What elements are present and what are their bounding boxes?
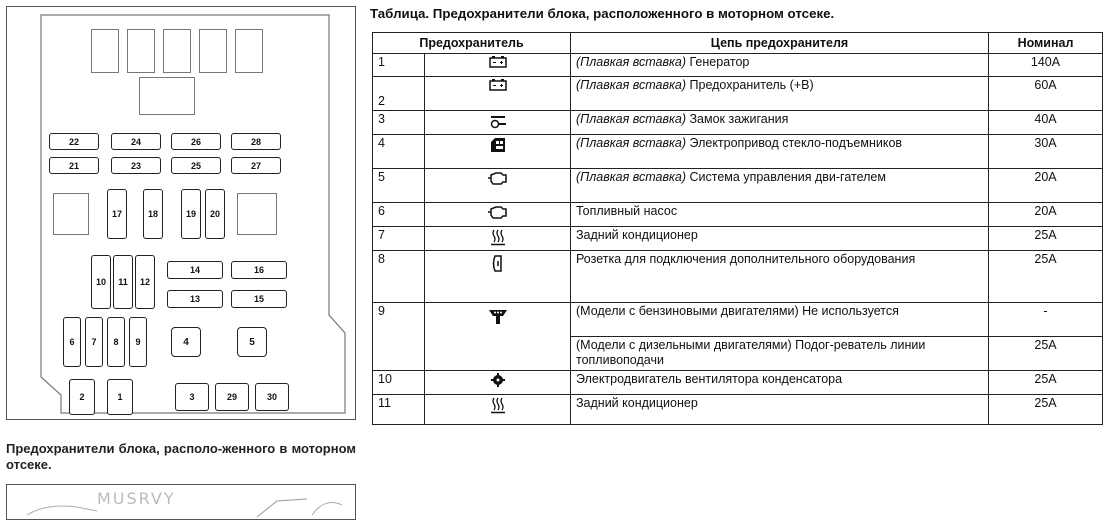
fuse-25: 25 — [171, 157, 221, 174]
photo-sketch — [7, 485, 356, 520]
power-window-icon — [430, 136, 565, 154]
fuse-16: 16 — [231, 261, 287, 279]
circuit-text: Электропривод стекло-подъемников — [686, 136, 903, 150]
header-circuit: Цепь предохранителя — [571, 33, 989, 54]
fuse-18: 18 — [143, 189, 163, 239]
circuit-text: Система управления дви-гателем — [686, 170, 886, 184]
fuse-24: 24 — [111, 133, 161, 150]
fuse-22: 22 — [49, 133, 99, 150]
rating-cell: 140A — [989, 54, 1103, 77]
rating-cell: 40A — [989, 111, 1103, 135]
fuse-number: 5 — [373, 169, 425, 203]
table-row — [373, 54, 1103, 77]
relay-slot — [127, 29, 155, 73]
circuit-cell — [571, 395, 989, 425]
circuit-cell — [571, 337, 989, 371]
relay-slot — [91, 29, 119, 73]
fuse-number: 7 — [373, 227, 425, 251]
fusible-link-prefix: (Плавкая вставка) — [576, 78, 687, 92]
relay-slot — [139, 77, 195, 115]
circuit-text: (Модели с дизельными двигателями) Подог-реватель линии топливоподачи — [576, 338, 926, 367]
accessory-socket-icon — [430, 252, 565, 274]
symbol-cell — [425, 77, 571, 111]
rating-cell: 25A — [989, 251, 1103, 303]
fuse-2: 2 — [69, 379, 95, 415]
table-row — [373, 303, 1103, 337]
fuse-5: 5 — [237, 327, 267, 357]
engine-icon — [430, 170, 565, 186]
fusible-link-prefix: (Плавкая вставка) — [576, 170, 687, 184]
fuse-table — [372, 32, 1103, 425]
symbol-cell — [425, 111, 571, 135]
rating-cell: 25A — [989, 371, 1103, 395]
circuit-text: Замок зажигания — [686, 112, 789, 126]
engine-icon — [430, 204, 565, 220]
fuse-26: 26 — [171, 133, 221, 150]
fuse-28: 28 — [231, 133, 281, 150]
fuse-14: 14 — [167, 261, 223, 279]
table-row — [373, 203, 1103, 227]
fusible-link-prefix: (Плавкая вставка) — [576, 112, 687, 126]
table-title: Таблица. Предохранители блока, расположенного в моторном отсеке. — [370, 6, 835, 21]
fuse-8: 8 — [107, 317, 125, 367]
rating-cell: 30A — [989, 135, 1103, 169]
fusible-link-prefix: (Плавкая вставка) — [576, 55, 687, 69]
rating-cell: 25A — [989, 227, 1103, 251]
fan-icon — [430, 372, 565, 388]
fuse-number: 1 — [373, 54, 425, 77]
symbol-cell — [425, 54, 571, 77]
fuse-7: 7 — [85, 317, 103, 367]
fuse-23: 23 — [111, 157, 161, 174]
symbol-cell — [425, 303, 571, 371]
table-row — [373, 251, 1103, 303]
rating-cell: 20A — [989, 169, 1103, 203]
circuit-text: Розетка для подключения дополнительного оборудования — [576, 252, 916, 266]
symbol-cell — [425, 395, 571, 425]
relay-slot — [163, 29, 191, 73]
circuit-cell — [571, 77, 989, 111]
table-row — [373, 227, 1103, 251]
fuse-number: 11 — [373, 395, 425, 425]
circuit-text: Топливный насос — [576, 204, 678, 218]
circuit-text: Генератор — [686, 55, 750, 69]
symbol-cell — [425, 135, 571, 169]
fuse-4: 4 — [171, 327, 201, 357]
symbol-cell — [425, 371, 571, 395]
fuse-27: 27 — [231, 157, 281, 174]
fuse-30: 30 — [255, 383, 289, 411]
circuit-text: Предохранитель (+B) — [686, 78, 814, 92]
circuit-text: Задний кондиционер — [576, 228, 698, 242]
relay-slot — [235, 29, 263, 73]
fuse-11: 11 — [113, 255, 133, 309]
fuse-number: 9 — [373, 303, 425, 371]
battery-icon — [430, 78, 565, 91]
header-fuse: Предохранитель — [373, 33, 571, 54]
rear-defroster-icon — [430, 228, 565, 246]
circuit-cell — [571, 111, 989, 135]
ignition-switch-icon — [430, 112, 565, 130]
circuit-cell — [571, 227, 989, 251]
fusible-link-prefix: (Плавкая вставка) — [576, 136, 687, 150]
fuse-29: 29 — [215, 383, 249, 411]
fuse-10: 10 — [91, 255, 111, 309]
symbol-cell — [425, 169, 571, 203]
fuse-number: 2 — [373, 77, 425, 111]
fuse-21: 21 — [49, 157, 99, 174]
circuit-cell — [571, 135, 989, 169]
symbol-cell — [425, 203, 571, 227]
symbol-cell — [425, 227, 571, 251]
rating-cell: - — [989, 303, 1103, 337]
fuse-3: 3 — [175, 383, 209, 411]
fuse-number: 8 — [373, 251, 425, 303]
table-row — [373, 395, 1103, 425]
photo-label: MUSRVY — [97, 489, 176, 508]
relay-slot — [199, 29, 227, 73]
circuit-cell — [571, 251, 989, 303]
table-row — [373, 77, 1103, 111]
fuse-9: 9 — [129, 317, 147, 367]
rating-cell: 25A — [989, 337, 1103, 371]
table-row — [373, 371, 1103, 395]
symbol-cell — [425, 251, 571, 303]
fuse-17: 17 — [107, 189, 127, 239]
fuse-number: 6 — [373, 203, 425, 227]
circuit-text: (Модели с бензиновыми двигателями) Не используется — [576, 304, 899, 318]
fuse-12: 12 — [135, 255, 155, 309]
circuit-text: Задний кондиционер — [576, 396, 698, 410]
table-row — [373, 111, 1103, 135]
rating-cell: 20A — [989, 203, 1103, 227]
diagram-caption: Предохранители блока, располо-женного в моторном отсеке. — [6, 441, 356, 472]
fuse-13: 13 — [167, 290, 223, 308]
fuse-20: 20 — [205, 189, 225, 239]
table-row — [373, 135, 1103, 169]
fuse-number: 3 — [373, 111, 425, 135]
rating-cell: 60A — [989, 77, 1103, 111]
rating-cell: 25A — [989, 395, 1103, 425]
circuit-cell — [571, 203, 989, 227]
circuit-text: Электродвигатель вентилятора конденсатора — [576, 372, 843, 386]
fuse-block-diagram — [6, 6, 356, 420]
table-header-row — [373, 33, 1103, 54]
fuse-15: 15 — [231, 290, 287, 308]
rear-defroster-icon — [430, 396, 565, 414]
circuit-cell — [571, 54, 989, 77]
relay-slot — [237, 193, 277, 235]
fuse-number: 4 — [373, 135, 425, 169]
circuit-cell — [571, 371, 989, 395]
circuit-cell — [571, 169, 989, 203]
circuit-cell — [571, 303, 989, 337]
battery-icon — [430, 55, 565, 68]
fuse-1: 1 — [107, 379, 133, 415]
relay-slot — [53, 193, 89, 235]
fuse-19: 19 — [181, 189, 201, 239]
table-row — [373, 169, 1103, 203]
fuse-number: 10 — [373, 371, 425, 395]
header-rating: Номинал — [989, 33, 1103, 54]
fuel-heater-icon — [430, 307, 565, 325]
fuse-6: 6 — [63, 317, 81, 367]
engine-bay-photo — [6, 484, 356, 520]
